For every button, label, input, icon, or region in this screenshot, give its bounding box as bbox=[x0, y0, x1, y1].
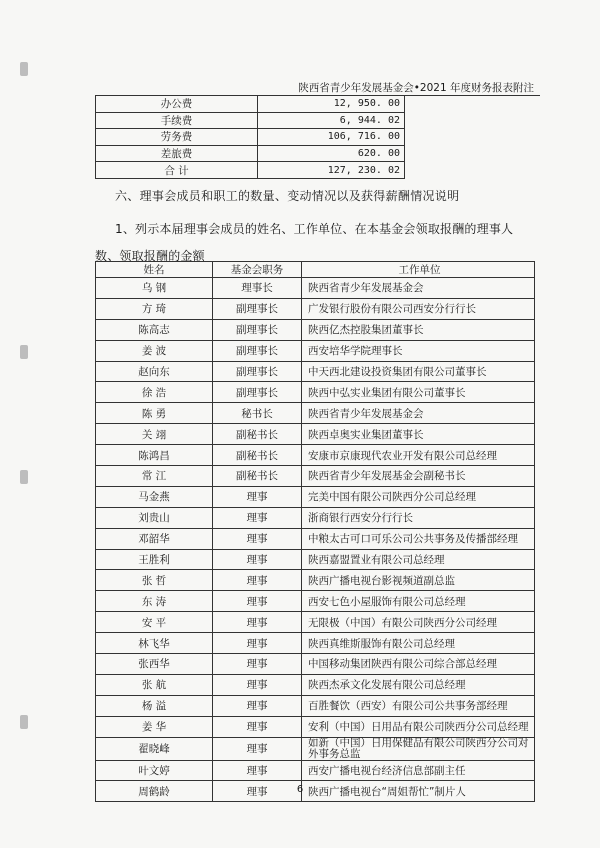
member-role: 副秘书长 bbox=[213, 445, 302, 466]
table-row bbox=[96, 760, 535, 781]
member-name: 关 翊 bbox=[96, 424, 213, 445]
expense-label: 差旅费 bbox=[96, 145, 258, 162]
header-name: 姓名 bbox=[96, 262, 213, 278]
member-role: 理事 bbox=[213, 486, 302, 507]
expense-amount: 12, 950. 00 bbox=[258, 96, 405, 112]
table-row bbox=[96, 674, 535, 695]
member-organization: 陕西真维斯服饰有限公司总经理 bbox=[302, 633, 535, 654]
member-name: 刘贵山 bbox=[96, 507, 213, 528]
member-role: 秘书长 bbox=[213, 403, 302, 424]
member-organization: 如新（中国）日用保健品有限公司陕西分公司对外事务总监 bbox=[302, 737, 535, 760]
member-name: 张 航 bbox=[96, 674, 213, 695]
member-organization: 中粮太古可口可乐公司公共事务及传播部经理 bbox=[302, 528, 535, 549]
expense-label: 办公费 bbox=[96, 96, 258, 112]
expense-label: 合 计 bbox=[96, 162, 258, 179]
expense-amount: 620. 00 bbox=[258, 145, 405, 162]
table-row bbox=[96, 340, 535, 361]
expense-label: 手续费 bbox=[96, 112, 258, 129]
member-role: 理事 bbox=[213, 633, 302, 654]
member-role: 理事 bbox=[213, 612, 302, 633]
table-row bbox=[96, 716, 535, 737]
section-paragraph: 1、列示本届理事会成员的姓名、工作单位、在本基金会领取报酬的理事人数、领取报酬的金额 bbox=[95, 222, 514, 263]
member-organization: 西安培华学院理事长 bbox=[302, 340, 535, 361]
member-organization: 中天西北建设投资集团有限公司董事长 bbox=[302, 361, 535, 382]
member-role: 理事 bbox=[213, 591, 302, 612]
member-organization: 陕西亿杰控股集团董事长 bbox=[302, 319, 535, 340]
member-organization: 陕西省青少年发展基金会 bbox=[302, 278, 535, 299]
member-organization: 陕西中弘实业集团有限公司董事长 bbox=[302, 382, 535, 403]
table-row bbox=[96, 695, 535, 716]
member-name: 周鹤龄 bbox=[96, 781, 213, 802]
member-role: 理事 bbox=[213, 654, 302, 675]
table-row bbox=[96, 570, 535, 591]
table-row bbox=[96, 654, 535, 675]
expense-amount: 6, 944. 02 bbox=[258, 112, 405, 129]
table-row bbox=[96, 278, 535, 299]
table-row bbox=[96, 403, 535, 424]
member-name: 常 江 bbox=[96, 466, 213, 487]
member-role: 副理事长 bbox=[213, 298, 302, 319]
expense-amount: 106, 716. 00 bbox=[258, 129, 405, 146]
member-organization: 陕西广播电视台影视频道副总监 bbox=[302, 570, 535, 591]
header-role: 基金会职务 bbox=[213, 262, 302, 278]
member-organization: 广发银行股份有限公司西安分行行长 bbox=[302, 298, 535, 319]
member-name: 姜 华 bbox=[96, 716, 213, 737]
member-organization: 陕西广播电视台“周姐帮忙”制片人 bbox=[302, 781, 535, 802]
member-organization: 陕西杰承文化发展有限公司总经理 bbox=[302, 674, 535, 695]
table-row bbox=[96, 486, 535, 507]
table-row bbox=[96, 633, 535, 654]
table-row bbox=[96, 129, 405, 146]
member-name: 陈高志 bbox=[96, 319, 213, 340]
member-name: 陈鸿昌 bbox=[96, 445, 213, 466]
section-heading: 六、理事会成员和职工的数量、变动情况以及获得薪酬情况说明 bbox=[115, 189, 460, 203]
expense-label: 劳务费 bbox=[96, 129, 258, 146]
member-role: 副秘书长 bbox=[213, 424, 302, 445]
page-number: 6 bbox=[296, 784, 304, 795]
member-organization: 百胜餐饮（西安）有限公司公共事务部经理 bbox=[302, 695, 535, 716]
member-organization: 陕西省青少年发展基金会 bbox=[302, 403, 535, 424]
member-role: 副理事长 bbox=[213, 361, 302, 382]
punch-hole-mark bbox=[20, 62, 28, 76]
punch-hole-mark bbox=[20, 470, 28, 484]
member-name: 方 琦 bbox=[96, 298, 213, 319]
member-organization: 完美中国有限公司陕西分公司总经理 bbox=[302, 486, 535, 507]
table-row bbox=[96, 591, 535, 612]
table-row bbox=[96, 507, 535, 528]
member-name: 林飞华 bbox=[96, 633, 213, 654]
member-name: 陈 勇 bbox=[96, 403, 213, 424]
member-name: 安 平 bbox=[96, 612, 213, 633]
member-role: 理事 bbox=[213, 549, 302, 570]
table-row bbox=[96, 112, 405, 129]
member-organization: 中国移动集团陕西有限公司综合部总经理 bbox=[302, 654, 535, 675]
member-organization: 陕西卓奥实业集团董事长 bbox=[302, 424, 535, 445]
member-role: 理事 bbox=[213, 716, 302, 737]
member-name: 王胜利 bbox=[96, 549, 213, 570]
member-role: 理事 bbox=[213, 507, 302, 528]
member-organization: 无限极（中国）有限公司陕西分公司经理 bbox=[302, 612, 535, 633]
punch-hole-mark bbox=[20, 345, 28, 359]
table-row bbox=[96, 549, 535, 570]
member-name: 东 涛 bbox=[96, 591, 213, 612]
member-role: 理事 bbox=[213, 737, 302, 760]
table-row bbox=[96, 445, 535, 466]
table-row bbox=[96, 466, 535, 487]
member-role: 理事 bbox=[213, 570, 302, 591]
table-row bbox=[96, 319, 535, 340]
member-role: 副理事长 bbox=[213, 319, 302, 340]
member-name: 赵向东 bbox=[96, 361, 213, 382]
member-role: 理事 bbox=[213, 674, 302, 695]
member-organization: 陕西省青少年发展基金会副秘书长 bbox=[302, 466, 535, 487]
member-name: 杨 溢 bbox=[96, 695, 213, 716]
table-header-row bbox=[96, 262, 535, 278]
member-organization: 安利（中国）日用品有限公司陕西分公司总经理 bbox=[302, 716, 535, 737]
member-role: 理事 bbox=[213, 528, 302, 549]
member-organization: 西安广播电视台经济信息部副主任 bbox=[302, 760, 535, 781]
table-row bbox=[96, 528, 535, 549]
table-row bbox=[96, 96, 405, 112]
table-row bbox=[96, 145, 405, 162]
table-row bbox=[96, 737, 535, 760]
member-role: 理事 bbox=[213, 760, 302, 781]
member-organization: 安康市京康现代农业开发有限公司总经理 bbox=[302, 445, 535, 466]
member-name: 马金燕 bbox=[96, 486, 213, 507]
member-name: 徐 浩 bbox=[96, 382, 213, 403]
punch-hole-mark bbox=[20, 715, 28, 729]
table-row bbox=[96, 162, 405, 179]
member-name: 翟晓峰 bbox=[96, 737, 213, 760]
member-name: 张西华 bbox=[96, 654, 213, 675]
table-row bbox=[96, 382, 535, 403]
member-name: 乌 钢 bbox=[96, 278, 213, 299]
expense-table bbox=[95, 96, 405, 179]
table-row bbox=[96, 424, 535, 445]
table-row bbox=[96, 612, 535, 633]
board-members-table bbox=[95, 261, 535, 802]
member-organization: 陕西嘉盟置业有限公司总经理 bbox=[302, 549, 535, 570]
expense-amount: 127, 230. 02 bbox=[258, 162, 405, 179]
member-role: 理事 bbox=[213, 781, 302, 802]
member-organization: 浙商银行西安分行行长 bbox=[302, 507, 535, 528]
member-name: 邓韶华 bbox=[96, 528, 213, 549]
header-organization: 工作单位 bbox=[302, 262, 535, 278]
member-role: 副秘书长 bbox=[213, 466, 302, 487]
table-row bbox=[96, 298, 535, 319]
table-row bbox=[96, 361, 535, 382]
member-role: 理事长 bbox=[213, 278, 302, 299]
member-name: 叶文婷 bbox=[96, 760, 213, 781]
page-header: 陕西省青少年发展基金会•2021 年度财务报表附注 bbox=[298, 82, 534, 94]
member-organization: 西安七色小屋服饰有限公司总经理 bbox=[302, 591, 535, 612]
member-role: 副理事长 bbox=[213, 382, 302, 403]
member-name: 张 哲 bbox=[96, 570, 213, 591]
member-name: 姜 波 bbox=[96, 340, 213, 361]
member-role: 理事 bbox=[213, 695, 302, 716]
member-role: 副理事长 bbox=[213, 340, 302, 361]
